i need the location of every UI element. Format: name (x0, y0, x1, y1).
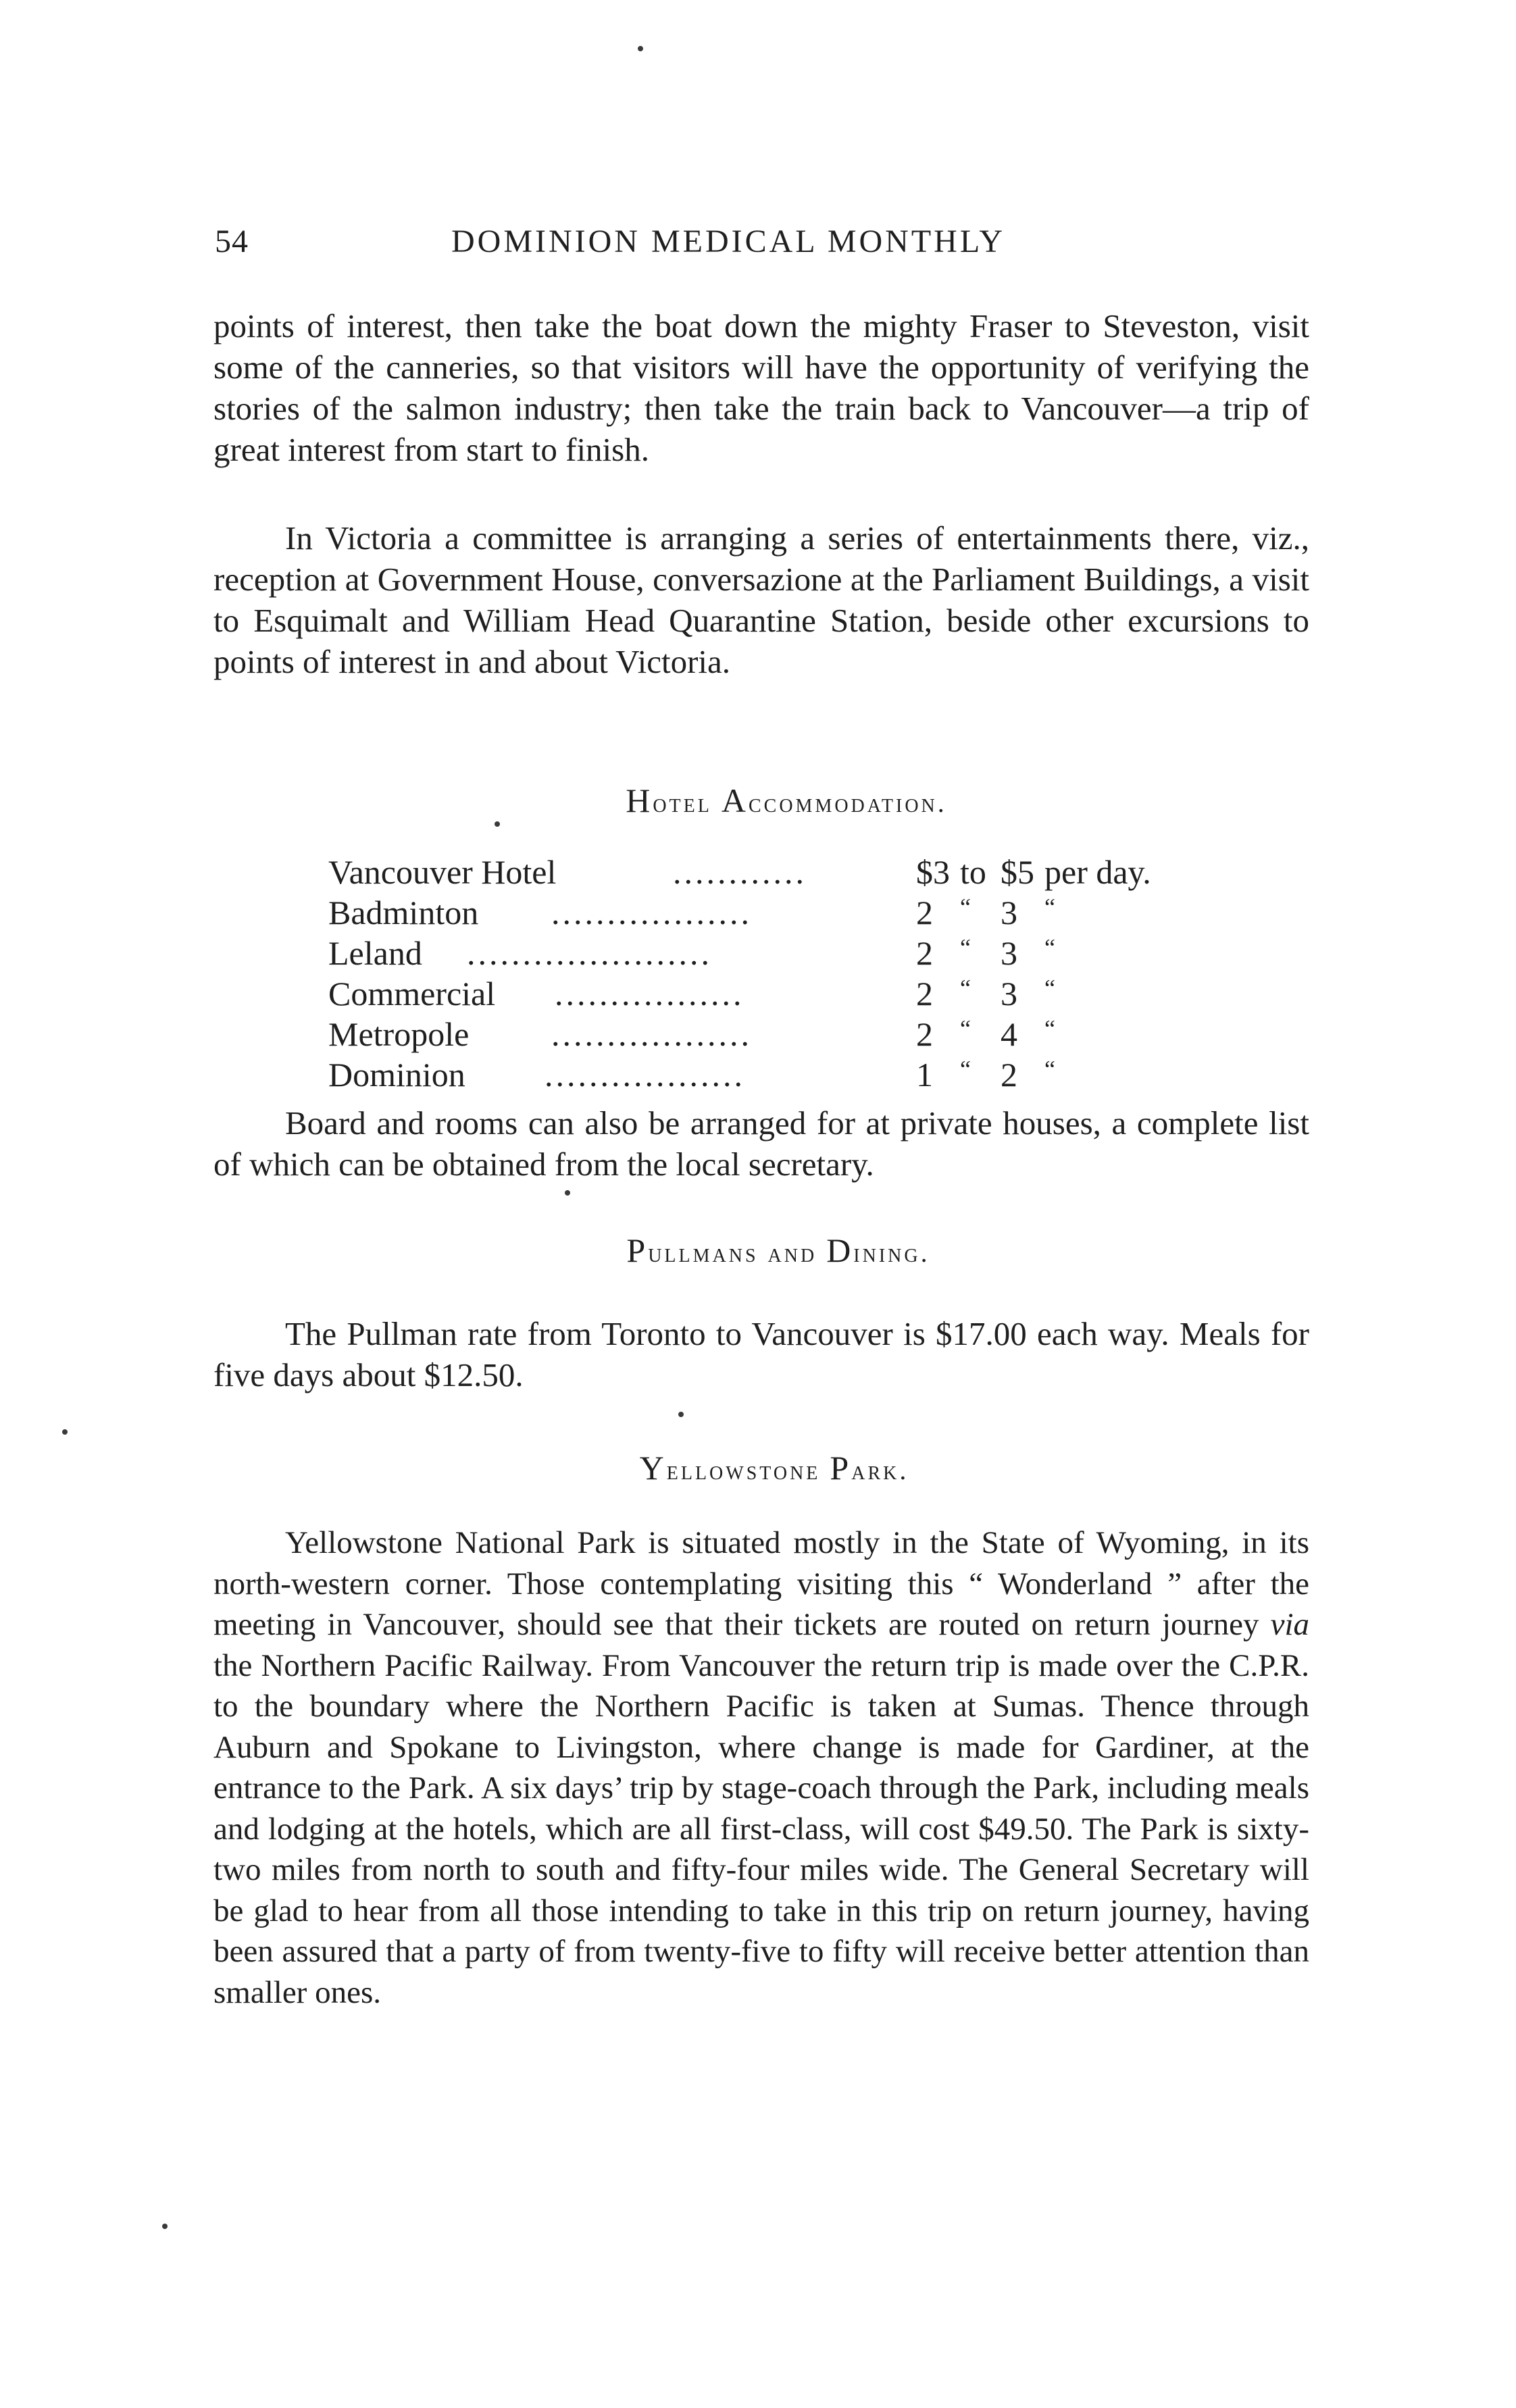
rate-max: $5 (1001, 853, 1034, 891)
heading-initial: P (830, 1449, 852, 1487)
hotel-name: Badminton (328, 894, 479, 931)
paragraph-victoria (213, 517, 1309, 682)
heading-initial: A (721, 782, 749, 819)
hotel-name: Leland (328, 934, 422, 972)
heading-pullmans-and-dining (20, 1231, 1516, 1270)
rate-min: 1 (916, 1056, 933, 1094)
dot-leaders: ................. (555, 975, 744, 1013)
page-number: 54 (215, 224, 249, 259)
hotel-row (328, 1055, 1207, 1096)
rate-min: 2 (916, 1015, 933, 1053)
hotel-row (328, 852, 1207, 893)
rate-max: 3 (1001, 894, 1017, 931)
paragraph-text: Board and rooms can also be arranged for at private houses, a complete list of which can be obtained from the local secretary. (213, 1104, 1309, 1183)
italic-word: via (1270, 1607, 1309, 1642)
paragraph-fraser-trip (213, 305, 1309, 470)
hotel-row (328, 1015, 1207, 1055)
heading-initial: P (626, 1231, 649, 1269)
hotel-name: Vancouver Hotel (328, 853, 557, 891)
print-speck (678, 1412, 684, 1417)
heading-hotel-accommodation (28, 781, 1516, 820)
heading-text: otel (653, 788, 722, 818)
dot-leaders: .................. (551, 1015, 752, 1053)
rate-max: 3 (1001, 975, 1017, 1013)
rate-to: to (960, 853, 986, 891)
dot-leaders: .................. (545, 1056, 745, 1094)
heading-yellowstone-park (16, 1448, 1516, 1487)
ditto-mark: “ (1044, 1056, 1055, 1083)
rate-unit: per day. (1044, 853, 1151, 891)
heading-text: ccommodation. (748, 788, 947, 818)
rate-min: $3 (916, 853, 950, 891)
running-head (0, 223, 1516, 270)
hotel-name: Dominion (328, 1056, 465, 1094)
ditto-mark: “ (1044, 934, 1055, 961)
paragraph-text-part: Yellowstone National Park is situated mostly in the State of Wyoming, in its north-western corner. Those contemplating visiting this “ Wonderland ” after the meeting in Vancouver, should see that their tickets are routed on return journey (213, 1525, 1309, 1642)
hotel-name: Metropole (328, 1015, 470, 1053)
rate-max: 4 (1001, 1015, 1017, 1053)
hotel-rate-table (328, 852, 1207, 1096)
heading-initial: H (626, 782, 653, 819)
ditto-mark: “ (1044, 894, 1055, 921)
heading-initial: D (826, 1231, 854, 1269)
ditto-mark: “ (960, 894, 971, 921)
rate-max: 2 (1001, 1056, 1017, 1094)
print-speck (565, 1190, 570, 1196)
dot-leaders: ...................... (467, 934, 712, 972)
heading-text: ellowstone (666, 1455, 830, 1485)
ditto-mark: “ (960, 1015, 971, 1042)
ditto-mark: “ (1044, 975, 1055, 1002)
print-speck (62, 1429, 68, 1435)
paragraph-private-houses (213, 1102, 1309, 1185)
rate-min: 2 (916, 894, 933, 931)
hotel-row (328, 974, 1207, 1015)
paragraph-pullman-rate (213, 1313, 1309, 1395)
hotel-row (328, 933, 1207, 974)
heading-text: ark. (851, 1455, 909, 1485)
heading-text: ullmans and (648, 1237, 827, 1268)
rate-min: 2 (916, 934, 933, 972)
ditto-mark: “ (960, 975, 971, 1002)
journal-title: DOMINION MEDICAL MONTHLY (451, 224, 1006, 259)
paragraph-yellowstone (213, 1522, 1309, 2013)
rate-max: 3 (1001, 934, 1017, 972)
ditto-mark: “ (1044, 1015, 1055, 1042)
hotel-row (328, 893, 1207, 933)
paragraph-text: The Pullman rate from Toronto to Vancouver is $17.00 each way. Meals for five days about $12.50. (213, 1315, 1309, 1393)
heading-text: ining. (853, 1237, 930, 1268)
hotel-name: Commercial (328, 975, 496, 1013)
paragraph-text-part: the Northern Pacific Railway. From Vancouver the return trip is made over the C.P.R. to the boundary where the Northern Pacific is taken at Sumas. Thence through Auburn and Spokane to Livingston, where change is made for Gardiner, at the entrance to the Park. A six days’ trip by stage-coach through the Park, including meals and lodging at the hotels, which are all first-class, will cost $49.50. The Park is sixty-two miles from north to south and fifty-four miles wide. The General Secretary will be glad to hear from all those intending to take in this trip on return journey, having been assured that a party of from twenty-five to fifty will receive better attention than smaller ones. (213, 1647, 1309, 2010)
paragraph-text (213, 1522, 1309, 2013)
ditto-mark: “ (960, 1056, 971, 1083)
print-speck (495, 821, 500, 827)
print-speck (162, 2224, 168, 2229)
rate-min: 2 (916, 975, 933, 1013)
paragraph-text: In Victoria a committee is arranging a series of entertainments there, viz., reception at Government House, conversazione at the Parliament Buildings, a visit to Esquimalt and William Head Quarantine Station, beside other excursions to points of interest in and about Victoria. (213, 519, 1309, 680)
paragraph-text: points of interest, then take the boat down the mighty Fraser to Steveston, visit some of the canneries, so that visitors will have the opportunity of verifying the stories of the salmon industry; then take the train back to Vancouver—a trip of great interest from start to finish. (213, 307, 1309, 468)
ditto-mark: “ (960, 934, 971, 961)
print-speck (638, 46, 643, 51)
dot-leaders: .................. (551, 894, 752, 931)
dot-leaders: ............ (673, 853, 807, 891)
heading-initial: Y (639, 1449, 667, 1487)
